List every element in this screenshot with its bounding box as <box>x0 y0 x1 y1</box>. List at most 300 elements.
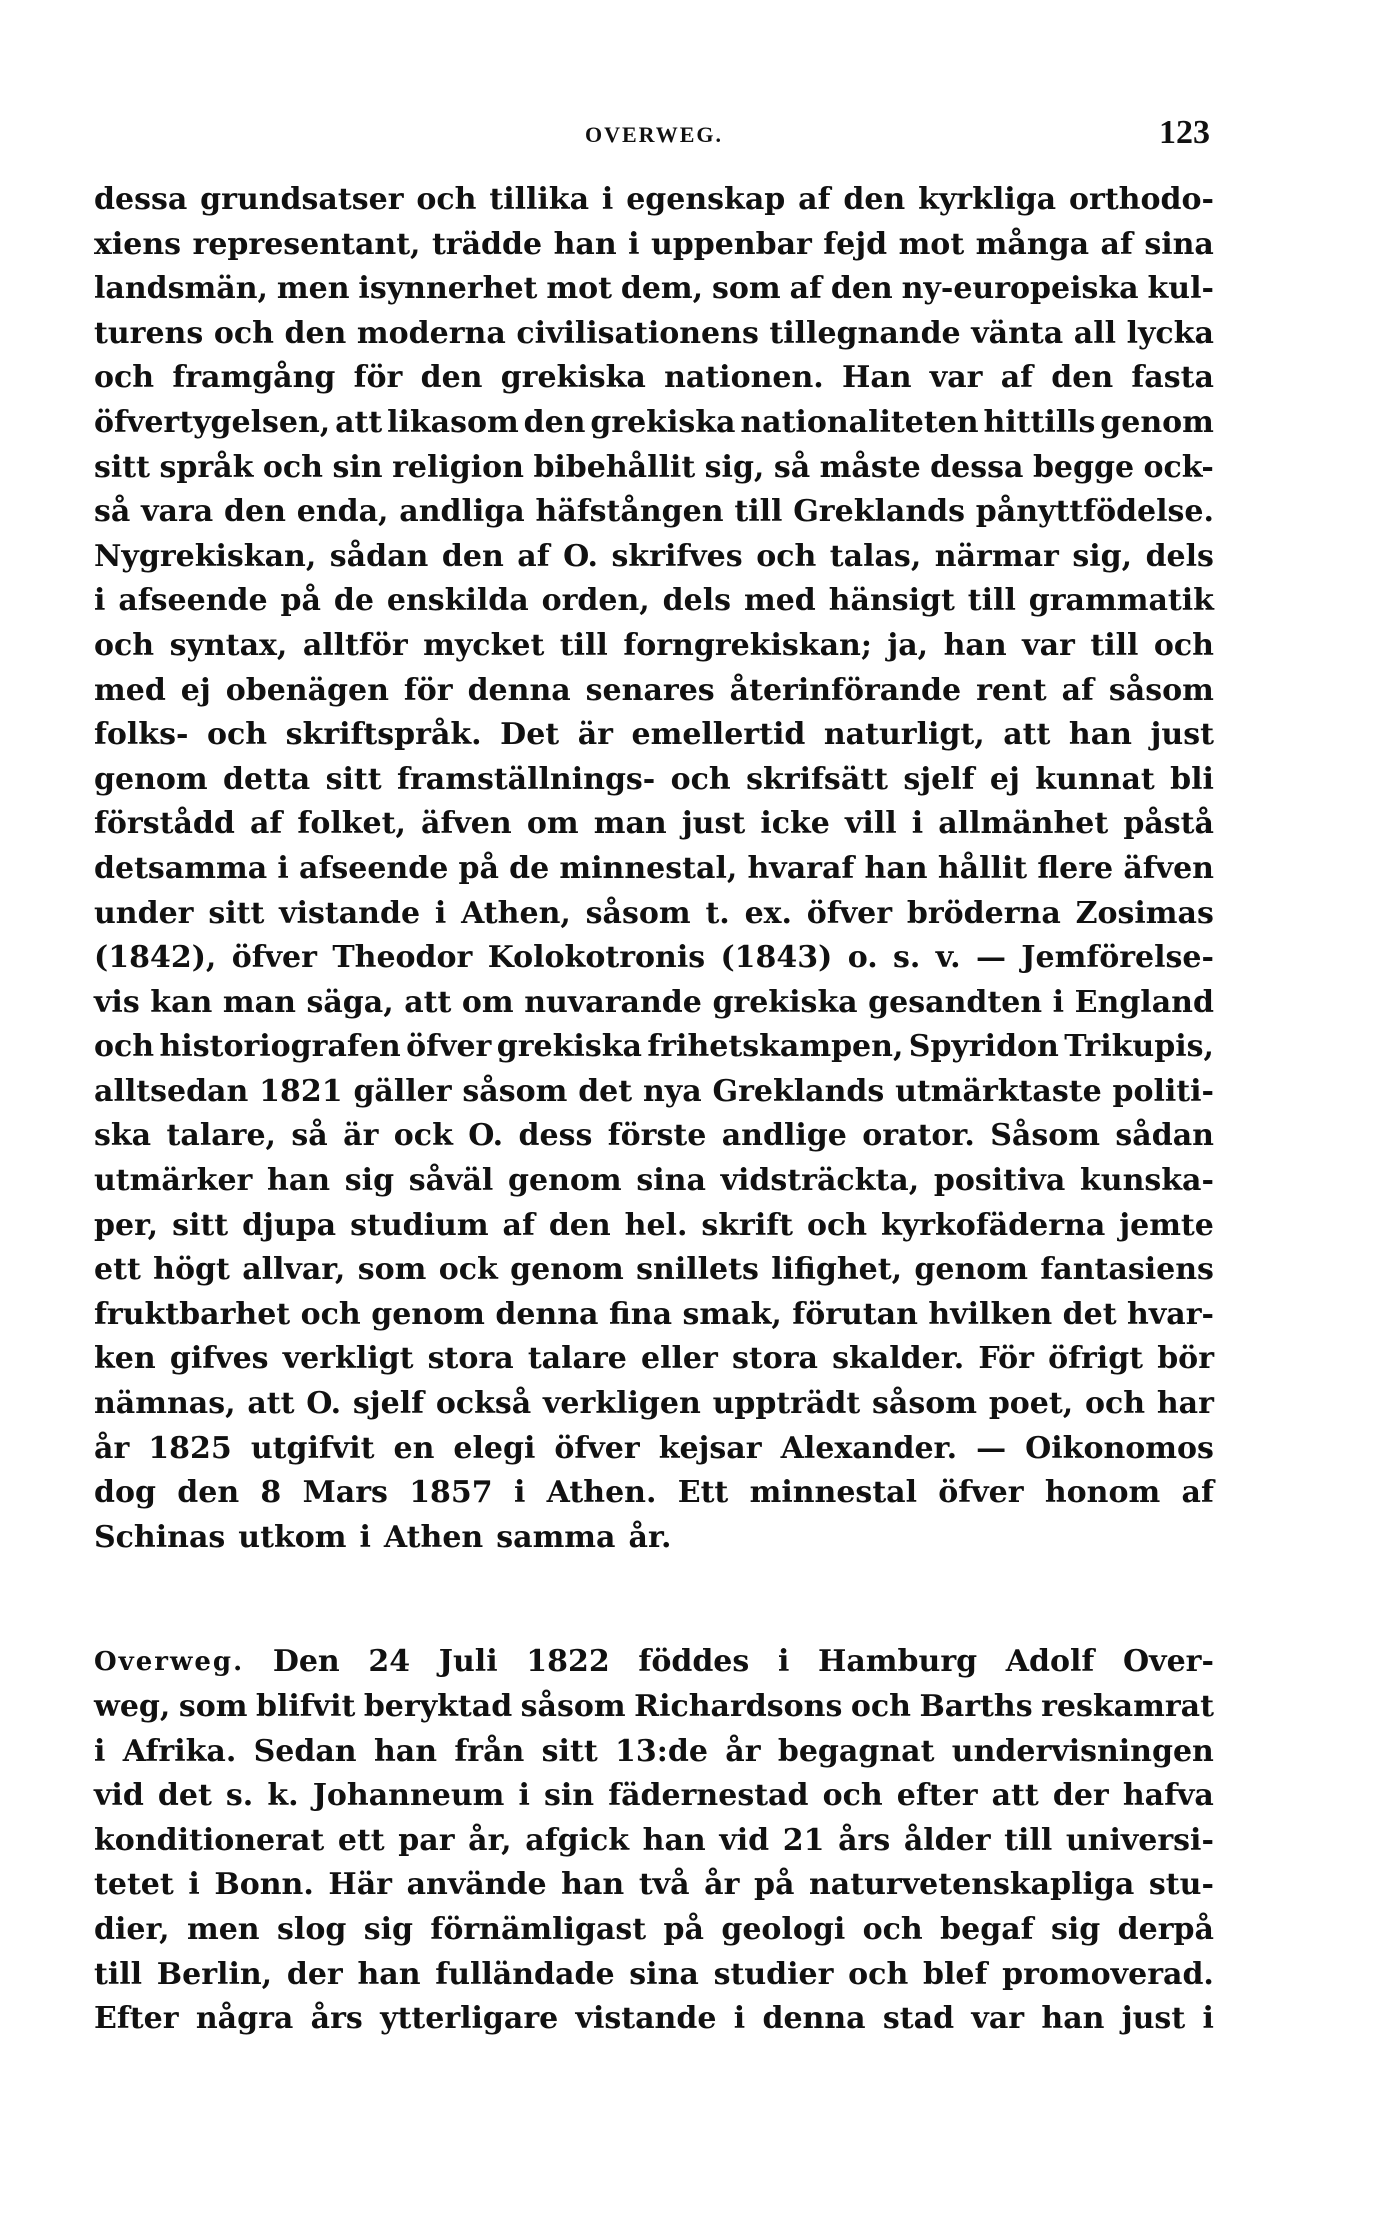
word: enda, <box>296 494 389 530</box>
text-line <box>94 1953 1214 1998</box>
word: man <box>593 806 667 842</box>
word: af <box>502 1207 535 1243</box>
word: utgifvit <box>250 1430 375 1466</box>
word: att <box>404 984 452 1020</box>
word: talare <box>527 1341 627 1377</box>
word: af <box>1181 1475 1214 1511</box>
word: föddes <box>638 1644 750 1680</box>
word: men <box>276 271 350 307</box>
word: och <box>94 1029 155 1065</box>
word: öfver <box>231 940 317 976</box>
word: representant, <box>192 226 421 262</box>
text-line <box>94 1819 1214 1864</box>
word: djupa <box>242 1207 337 1243</box>
word: dessa <box>930 449 1024 485</box>
word: xiens <box>94 226 182 262</box>
word: den <box>224 494 286 530</box>
word: i <box>518 1778 530 1814</box>
word: gesandten <box>868 984 1043 1020</box>
word: uppträdt <box>712 1386 861 1422</box>
word: vid <box>719 1822 770 1858</box>
word: sin <box>332 449 383 485</box>
word: dessa <box>94 182 188 217</box>
text-line <box>94 1382 1214 1427</box>
word: eller <box>641 1341 718 1377</box>
word: verkligt <box>282 1341 414 1377</box>
word: hafva <box>1122 1778 1214 1814</box>
word: positiva <box>933 1163 1066 1199</box>
word: sitt <box>94 449 151 485</box>
word: utkom <box>238 1519 347 1555</box>
word: lifighet, <box>771 1252 903 1288</box>
word: egenskap <box>626 182 786 217</box>
word: vidsträckta, <box>720 1163 920 1199</box>
section-gap <box>94 1560 1214 1622</box>
word: och <box>213 315 274 351</box>
word: gifves <box>169 1341 269 1377</box>
word: det <box>578 1073 633 1109</box>
word: Berlin, <box>156 1956 273 1992</box>
word: O. <box>563 538 598 574</box>
word: andlige <box>721 1118 847 1154</box>
word: minnestal, <box>559 850 738 886</box>
word: bröderna <box>906 895 1061 931</box>
word: enskilda <box>386 583 529 619</box>
word: begaf <box>940 1911 1034 1947</box>
word: den <box>177 1475 240 1511</box>
word: Richardsons <box>634 1689 843 1724</box>
word: poet, <box>988 1386 1074 1422</box>
word: honom <box>1044 1475 1161 1511</box>
word: uppenbar <box>650 226 812 262</box>
word: Adolf <box>1005 1644 1095 1680</box>
word: fina <box>608 1296 673 1332</box>
word: ny-europeiska <box>901 271 1139 307</box>
word: 1825 <box>148 1430 232 1466</box>
word: O. <box>468 1118 504 1154</box>
word: af <box>789 271 822 307</box>
word: påstå <box>1123 806 1214 842</box>
text-line <box>94 892 1214 937</box>
text-line <box>94 1114 1214 1159</box>
word: blifvit <box>255 1689 356 1724</box>
word: af <box>249 806 283 842</box>
word: i <box>911 806 924 842</box>
word: Greklands <box>712 1073 885 1109</box>
word: vill <box>845 806 897 842</box>
word: återinförande <box>729 672 962 708</box>
text-line <box>94 847 1214 892</box>
word: sig <box>1050 1911 1101 1947</box>
word: ska <box>94 1118 152 1154</box>
word: äfven <box>421 806 512 842</box>
word: afgick <box>525 1822 630 1858</box>
text-line <box>94 802 1214 847</box>
word: 13:de <box>615 1733 708 1769</box>
word: talas, <box>829 538 922 574</box>
word: studier <box>713 1956 834 1992</box>
text-line <box>94 267 1214 312</box>
word: vid <box>94 1778 144 1814</box>
word: geologi <box>721 1911 846 1947</box>
word: och <box>756 538 817 574</box>
book-page <box>94 110 1214 2042</box>
word: tillika <box>489 182 590 217</box>
word: dier, <box>94 1911 170 1947</box>
word: sin <box>544 1778 595 1814</box>
word: genom <box>914 1252 1029 1288</box>
word: skriftspråk. <box>285 717 482 753</box>
text-line <box>94 1516 1214 1561</box>
word: att <box>1003 717 1051 753</box>
word: en <box>393 1430 435 1466</box>
word: man <box>222 984 296 1020</box>
word: grekiska <box>712 984 858 1020</box>
word: förste <box>607 1118 707 1154</box>
word: är <box>577 717 613 753</box>
running-head <box>94 110 1214 160</box>
word: verkligen <box>543 1386 701 1422</box>
word: afseende <box>299 850 449 886</box>
word: smak, <box>682 1296 782 1332</box>
word: Jemförelse- <box>1021 940 1214 976</box>
word: Zosimas <box>1075 895 1214 931</box>
word: den <box>843 182 906 217</box>
word: högt <box>153 1252 230 1288</box>
word: med <box>743 583 816 619</box>
word: och <box>670 761 731 797</box>
word: allvar, <box>242 1252 346 1288</box>
word: hvilken <box>928 1296 1053 1332</box>
word: språk <box>159 449 254 485</box>
word: så <box>773 449 811 485</box>
word: Spyridon <box>908 1029 1059 1065</box>
word: dels <box>662 583 732 619</box>
word: hvar- <box>1127 1296 1214 1332</box>
word: genom <box>371 1296 485 1332</box>
text-line <box>94 1774 1214 1819</box>
word: ock- <box>1143 449 1214 485</box>
word: stora <box>427 1341 514 1377</box>
word: ex. <box>744 895 792 931</box>
word: nya <box>642 1073 702 1109</box>
word: den <box>284 315 347 351</box>
word: sitt <box>325 761 382 797</box>
word: just <box>1150 717 1214 753</box>
word: Schinas <box>94 1519 226 1555</box>
word: Nygrekiskan, <box>94 538 317 574</box>
word: i <box>359 1519 371 1555</box>
word: genom <box>510 1252 624 1288</box>
text-line <box>94 535 1214 580</box>
word: efter <box>896 1778 978 1814</box>
word: minnestal <box>749 1475 918 1511</box>
text-line <box>94 1293 1214 1338</box>
word: och <box>416 182 477 217</box>
word: men <box>186 1911 260 1947</box>
word: öfrigt <box>1048 1341 1144 1377</box>
word: der <box>1052 1778 1109 1814</box>
word: fejd <box>823 226 888 262</box>
word: orthodo- <box>1069 182 1214 217</box>
word: grammatik <box>1028 583 1214 619</box>
word: den <box>1051 360 1114 396</box>
word: till <box>1090 627 1139 663</box>
word: bli <box>1170 761 1214 797</box>
word: han <box>267 1163 331 1199</box>
word: i <box>277 850 289 886</box>
word: der <box>286 1956 343 1992</box>
text-line <box>94 1730 1214 1775</box>
word: den <box>548 1207 611 1243</box>
word: framställnings- <box>397 761 656 797</box>
word: till <box>94 1956 143 1992</box>
word: och <box>1084 1386 1146 1422</box>
text-line <box>94 1685 1214 1730</box>
word: emellertid <box>631 717 806 753</box>
word: år. <box>628 1519 672 1555</box>
word: äfven <box>1123 850 1214 886</box>
word: denna <box>495 1296 599 1332</box>
word: snillets <box>636 1252 759 1288</box>
word: öfver <box>554 1430 640 1466</box>
word: sitt <box>541 1733 598 1769</box>
word: orden, <box>541 583 650 619</box>
word: och <box>1153 627 1214 663</box>
word: i <box>601 182 614 217</box>
word: år, <box>468 1822 512 1858</box>
text-line <box>94 624 1214 669</box>
word: år <box>704 1867 740 1903</box>
text-line <box>94 1248 1214 1293</box>
word: nuvarande <box>524 984 702 1020</box>
word: 24 <box>368 1644 411 1680</box>
word: Här <box>328 1867 392 1903</box>
word: i <box>513 1475 526 1511</box>
word: sina <box>629 1956 699 1992</box>
word: Bonn. <box>214 1867 314 1903</box>
word: som <box>712 271 781 307</box>
word: hvaraf <box>747 850 855 886</box>
text-line <box>94 1640 1214 1685</box>
word: förnämligast <box>430 1911 647 1947</box>
word: icke <box>760 806 830 842</box>
word: sig <box>344 1163 395 1199</box>
word: att <box>991 1778 1039 1814</box>
word: flere <box>1037 850 1114 886</box>
word: sitt <box>172 1207 229 1243</box>
word: genom <box>94 761 208 797</box>
word: Såsom <box>990 1118 1100 1154</box>
word: ett <box>94 1252 141 1288</box>
word: frihetskampen, <box>647 1029 904 1065</box>
word: af <box>1000 360 1034 396</box>
word: under <box>94 895 194 931</box>
word: häfstången <box>535 494 724 530</box>
word: 1822 <box>526 1644 610 1680</box>
word: två <box>638 1867 690 1903</box>
word: hel. <box>624 1207 688 1243</box>
word: jemte <box>1119 1207 1214 1243</box>
word: Mars <box>302 1475 388 1511</box>
word: fantasiens <box>1040 1252 1214 1288</box>
word: den <box>441 538 504 574</box>
word: måste <box>819 449 921 485</box>
word: För <box>978 1341 1034 1377</box>
word: grekiska <box>590 404 736 440</box>
word: den <box>830 271 893 307</box>
word: såsom <box>585 895 691 931</box>
word: sig, <box>704 449 765 485</box>
word: fruktbarhet <box>94 1296 291 1332</box>
word: Kolokotronis <box>487 940 706 976</box>
text-line <box>94 936 1214 981</box>
word: Johanneum <box>312 1778 505 1814</box>
word: afseende <box>118 583 268 619</box>
word: från <box>454 1733 525 1769</box>
word: säga, <box>306 984 394 1020</box>
word: såsom <box>520 1689 626 1724</box>
word: Alexander. <box>780 1430 958 1466</box>
text-line <box>94 1159 1214 1204</box>
word: nämnas, <box>94 1386 236 1422</box>
word: på <box>458 850 499 886</box>
word: ej <box>989 761 1020 797</box>
word: ett <box>337 1822 385 1858</box>
word: dem, <box>620 271 704 307</box>
word: om <box>461 984 514 1020</box>
word: ytterligare <box>380 2001 559 2037</box>
word: de <box>509 850 550 886</box>
word: använde <box>406 1867 547 1903</box>
word: mycket <box>423 627 545 663</box>
word: promoverad. <box>1002 1956 1214 1992</box>
word: och <box>94 360 155 396</box>
word: skrifves <box>611 538 743 574</box>
word: vis <box>94 984 140 1020</box>
word: slog <box>277 1911 347 1947</box>
word: England <box>1074 984 1214 1020</box>
word: allmänhet <box>938 806 1109 842</box>
word: i <box>94 1733 106 1769</box>
word: i <box>94 583 106 619</box>
word: förstådd <box>94 806 235 842</box>
word: Det <box>500 717 560 753</box>
section-heading: Overweg. <box>94 1647 245 1678</box>
word: sjelf <box>903 761 975 797</box>
word: denna <box>762 2001 866 2037</box>
word: framgång <box>172 360 336 396</box>
paragraph-overweg <box>94 1640 1214 2041</box>
word: och <box>207 717 268 753</box>
word: af <box>1100 226 1133 262</box>
word: var <box>1022 627 1075 663</box>
word: sitt <box>208 895 265 931</box>
word: turens <box>94 315 204 351</box>
word: likasom <box>387 404 519 440</box>
word: sig <box>363 1911 413 1947</box>
word: den <box>523 404 586 440</box>
word: all <box>1073 315 1116 351</box>
word: kul- <box>1147 271 1214 307</box>
word: ken <box>94 1341 156 1377</box>
word: fasta <box>1131 360 1214 396</box>
word: hållit <box>937 850 1028 886</box>
word: att <box>247 1386 295 1422</box>
word: tillegnande <box>769 315 961 351</box>
word: universi- <box>1065 1822 1214 1858</box>
word: gäller <box>353 1073 452 1109</box>
word: begge <box>1032 449 1135 485</box>
word: t. <box>705 895 730 931</box>
word: år <box>94 1430 130 1466</box>
word: Ett <box>677 1475 729 1511</box>
word: på <box>280 583 321 619</box>
word: ock <box>438 1252 498 1288</box>
word: andliga <box>399 494 525 530</box>
word: rent <box>976 672 1047 708</box>
word: det <box>1062 1296 1117 1332</box>
word: och <box>300 1296 361 1332</box>
text-line <box>94 981 1214 1026</box>
word: Hamburg <box>818 1644 978 1680</box>
word: naturvetenskapliga <box>809 1867 1135 1903</box>
word: talare, <box>166 1118 276 1154</box>
word: reskamrat <box>1041 1689 1214 1724</box>
word: i <box>733 2001 746 2037</box>
word: nationen. <box>664 360 824 396</box>
word: så <box>94 494 131 530</box>
text-line <box>94 1908 1214 1953</box>
word: såsom <box>462 1073 568 1109</box>
word: såsom <box>1108 672 1214 708</box>
word: han <box>561 1867 625 1903</box>
word: k. <box>267 1778 299 1814</box>
word: grekiska <box>500 360 646 396</box>
text-line <box>94 579 1214 624</box>
word: Athen, <box>461 895 571 931</box>
text-line <box>94 1427 1214 1472</box>
paragraph-oikonomos <box>94 178 1214 1560</box>
word: konditionerat <box>94 1822 325 1858</box>
word: ej <box>180 672 211 708</box>
word: förutan <box>792 1296 918 1332</box>
word: (1842), <box>94 940 217 976</box>
word: alltför <box>302 627 408 663</box>
text-line <box>94 1025 1214 1070</box>
running-title: OVERWEG. <box>584 122 724 147</box>
word: folket, <box>297 806 406 842</box>
word: hittills <box>983 404 1096 440</box>
text-line <box>94 1997 1214 2042</box>
word: stad <box>882 2001 955 2037</box>
word: till <box>734 494 783 530</box>
word: i <box>434 895 447 931</box>
word: om <box>526 806 579 842</box>
word: af <box>517 538 550 574</box>
word: i <box>1202 2001 1214 2037</box>
word: fulländade <box>435 1956 615 1992</box>
word: naturligt, <box>823 717 985 753</box>
word: v. <box>935 940 961 976</box>
word: folks- <box>94 717 189 753</box>
word: O. <box>306 1386 342 1422</box>
word: han <box>1041 2001 1105 2037</box>
text-line <box>94 490 1214 535</box>
word: öfver <box>806 895 893 931</box>
word: derpå <box>1117 1911 1214 1947</box>
word: har <box>1156 1386 1214 1422</box>
